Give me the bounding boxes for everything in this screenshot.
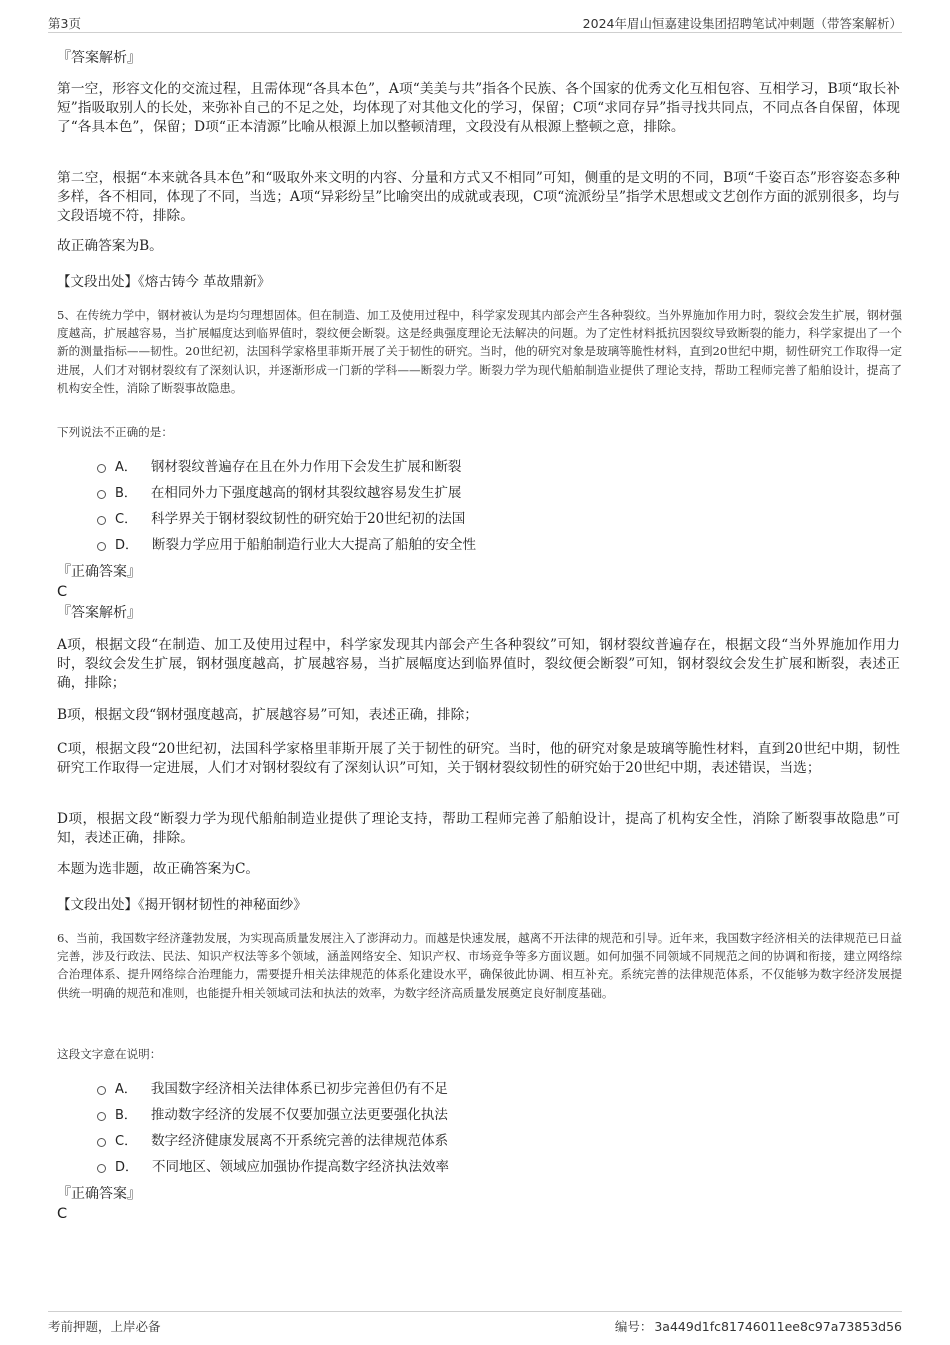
analysis-conclusion: 本题为选非题，故正确答案为C。 [57,861,260,877]
passage-source: 【文段出处】《揭开钢材韧性的神秘面纱》 [57,897,307,913]
radio-button[interactable] [97,490,106,499]
option-text: 推动数字经济的发展不仅要加强立法更要强化执法 [150,1107,448,1123]
option-letter: C． [115,512,138,527]
analysis-tag: 『答案解析』 [57,605,141,621]
radio-button[interactable] [97,1138,106,1147]
option-letter: D． [115,1160,139,1175]
option-b[interactable] [97,483,461,503]
option-letter: A． [115,460,137,475]
document-code [615,1317,902,1335]
option-letter: A． [115,1082,137,1097]
option-letter: B． [115,1108,137,1123]
analysis-paragraph: C项，根据文段“20世纪初，法国科学家格里菲斯开展了关于韧性的研究。当时，他的研究对象是玻璃等脆性材料，直到20世纪中期，韧性研究工作取得一定进展，人们才对钢材裂纹有了深刻认识”可知，关于钢材裂纹韧性的研究始于20世纪中期，表述错误，当选； [57,741,900,777]
option-letter: D． [115,538,139,553]
analysis-paragraph: B项，根据文段“钢材强度越高，扩展越容易”可知，表述正确，排除； [57,707,478,723]
code-value: 3a449d1fc81746011ee8c97a73853d56 [654,1319,902,1334]
analysis-paragraph: A项，根据文段“在制造、加工及使用过程中，科学家发现其内部会产生各种裂纹”可知，钢材裂纹普遍存在，根据文段“当外界施加作用力时，裂纹会发生扩展，钢材强度越高，扩展越容易，当扩展幅度达到临界值时，裂纹便会断裂”可知，钢材裂纹会发生扩展和断裂，表述正确，排除； [57,637,900,692]
code-label: 编号： [614,1319,653,1334]
analysis-paragraph: D项，根据文段“断裂力学为现代船舶制造业提供了理论支持，帮助工程师完善了船舶设计，提高了机构安全性，消除了断裂事故隐患”可知，表述正确，排除。 [57,811,900,847]
radio-button[interactable] [97,1086,106,1095]
question-stem: 6、当前，我国数字经济蓬勃发展，为实现高质量发展注入了澎湃动力。而越是快速发展，越离不开法律的规范和引导。近年来，我国数字经济相关的法律规范已日益完善，涉及行政法、民法、知识产权法等多个领域，涵盖网络安全、知识产权、市场竞争等多方面议题。如何加强不同领域不同规范之间的协调和衔接，建立网络综合治理体系、提升网络综合治理能力，需要提升相关法律规范的体系化建设水平，确保彼此协调、相互补充。系统完善的法律规范体系，不仅能够为数字经济发展提供统一明确的规范和准则，也能提升相关领域司法和执法的效率，为数字经济高质量发展奠定良好制度基础。 [57,931,902,1000]
page-number: 第3页 [48,16,81,31]
radio-button[interactable] [97,516,106,525]
radio-button[interactable] [97,1112,106,1121]
analysis-paragraph: 第一空，形容文化的交流过程，且需体现“各具本色”，A项“美美与共”指各个民族、各个国家的优秀文化互相包容、互相学习，B项“取长补短”指吸取别人的长处，来弥补自己的不足之处，均体现了对其他文化的学习，保留；C项“求同存异”指寻找共同点，不同点各自保留，体现了“各具本色”，保留；D项“正本清源”比喻从根源上加以整顿清理，文段没有从根源上整顿之意，排除。 [57,81,900,136]
option-text: 我国数字经济相关法律体系已初步完善但仍有不足 [150,1081,448,1097]
option-b[interactable] [97,1105,448,1125]
question-stem: 5、在传统力学中，钢材被认为是均匀理想固体。但在制造、加工及使用过程中，科学家发现其内部会产生各种裂纹。当外界施加作用力时，裂纹会发生扩展，钢材强度越高，扩展越容易，当扩展幅度达到临界值时，裂纹便会断裂。这是经典强度理论无法解决的问题。为了定性材料抵抗因裂纹导致断裂的能力，科学家提出了一个新的测量指标——韧性。20世纪初，法国科学家格里菲斯开展了关于韧性的研究。当时，他的研究对象是玻璃等脆性材料，直到20世纪中期，韧性研究工作取得一定进展，人们才对钢材裂纹有了深刻认识，并逐渐形成一门新的学科——断裂力学。断裂力学为现代船舶制造业提供了理论支持，帮助工程师完善了船舶设计，提高了机构安全性，消除了断裂事故隐患。 [57,308,902,395]
analysis-conclusion: 故正确答案为B。 [57,238,163,254]
analysis-paragraph: 第二空，根据“本来就各具本色”和“吸取外来文明的内容、分量和方式又不相同”可知，侧重的是文明的不同，B项“千姿百态”形容姿态多种多样，各不相同，体现了不同，当选；A项“异彩纷呈”比喻突出的成就或表现，C项“流派纷呈”指学术思想或文艺创作方面的派别很多，均与文段语境不符，排除。 [57,170,900,225]
option-text: 在相同外力下强度越高的钢材其裂纹越容易发生扩展 [150,485,462,501]
correct-answer-value: C [57,584,68,600]
page-footer [48,1311,902,1336]
option-d[interactable] [97,535,476,555]
page-header [48,10,902,33]
option-c[interactable] [97,509,465,529]
option-text: 科学界关于钢材裂纹韧性的研究始于20世纪初的法国 [151,511,466,527]
analysis-tag: 『答案解析』 [57,50,141,66]
document-title: 2024年眉山恒嘉建设集团招聘笔试冲刺题（带答案解析） [582,16,902,31]
option-a[interactable] [97,457,461,477]
question-prompt: 这段文字意在说明： [57,1047,162,1061]
radio-button[interactable] [97,464,106,473]
option-text: 钢材裂纹普遍存在且在外力作用下会发生扩展和断裂 [150,459,462,475]
correct-answer-tag: 『正确答案』 [57,564,141,580]
radio-button[interactable] [97,1164,106,1173]
option-letter: C． [115,1134,138,1149]
question-prompt: 下列说法不正确的是： [57,425,173,439]
option-c[interactable] [97,1131,448,1151]
passage-source: 【文段出处】《熔古铸今 革故鼎新》 [57,274,271,290]
option-text: 断裂力学应用于船舶制造行业大大提高了船舶的安全性 [152,537,477,553]
radio-button[interactable] [97,542,106,551]
option-text: 不同地区、领域应加强协作提高数字经济执法效率 [152,1159,450,1175]
footer-slogan: 考前押题，上岸必备 [48,1319,161,1334]
correct-answer-value: C [57,1206,68,1222]
correct-answer-tag: 『正确答案』 [57,1186,141,1202]
option-a[interactable] [97,1079,448,1099]
option-d[interactable] [97,1157,449,1177]
option-letter: B． [115,486,137,501]
option-text: 数字经济健康发展离不开系统完善的法律规范体系 [151,1133,449,1149]
